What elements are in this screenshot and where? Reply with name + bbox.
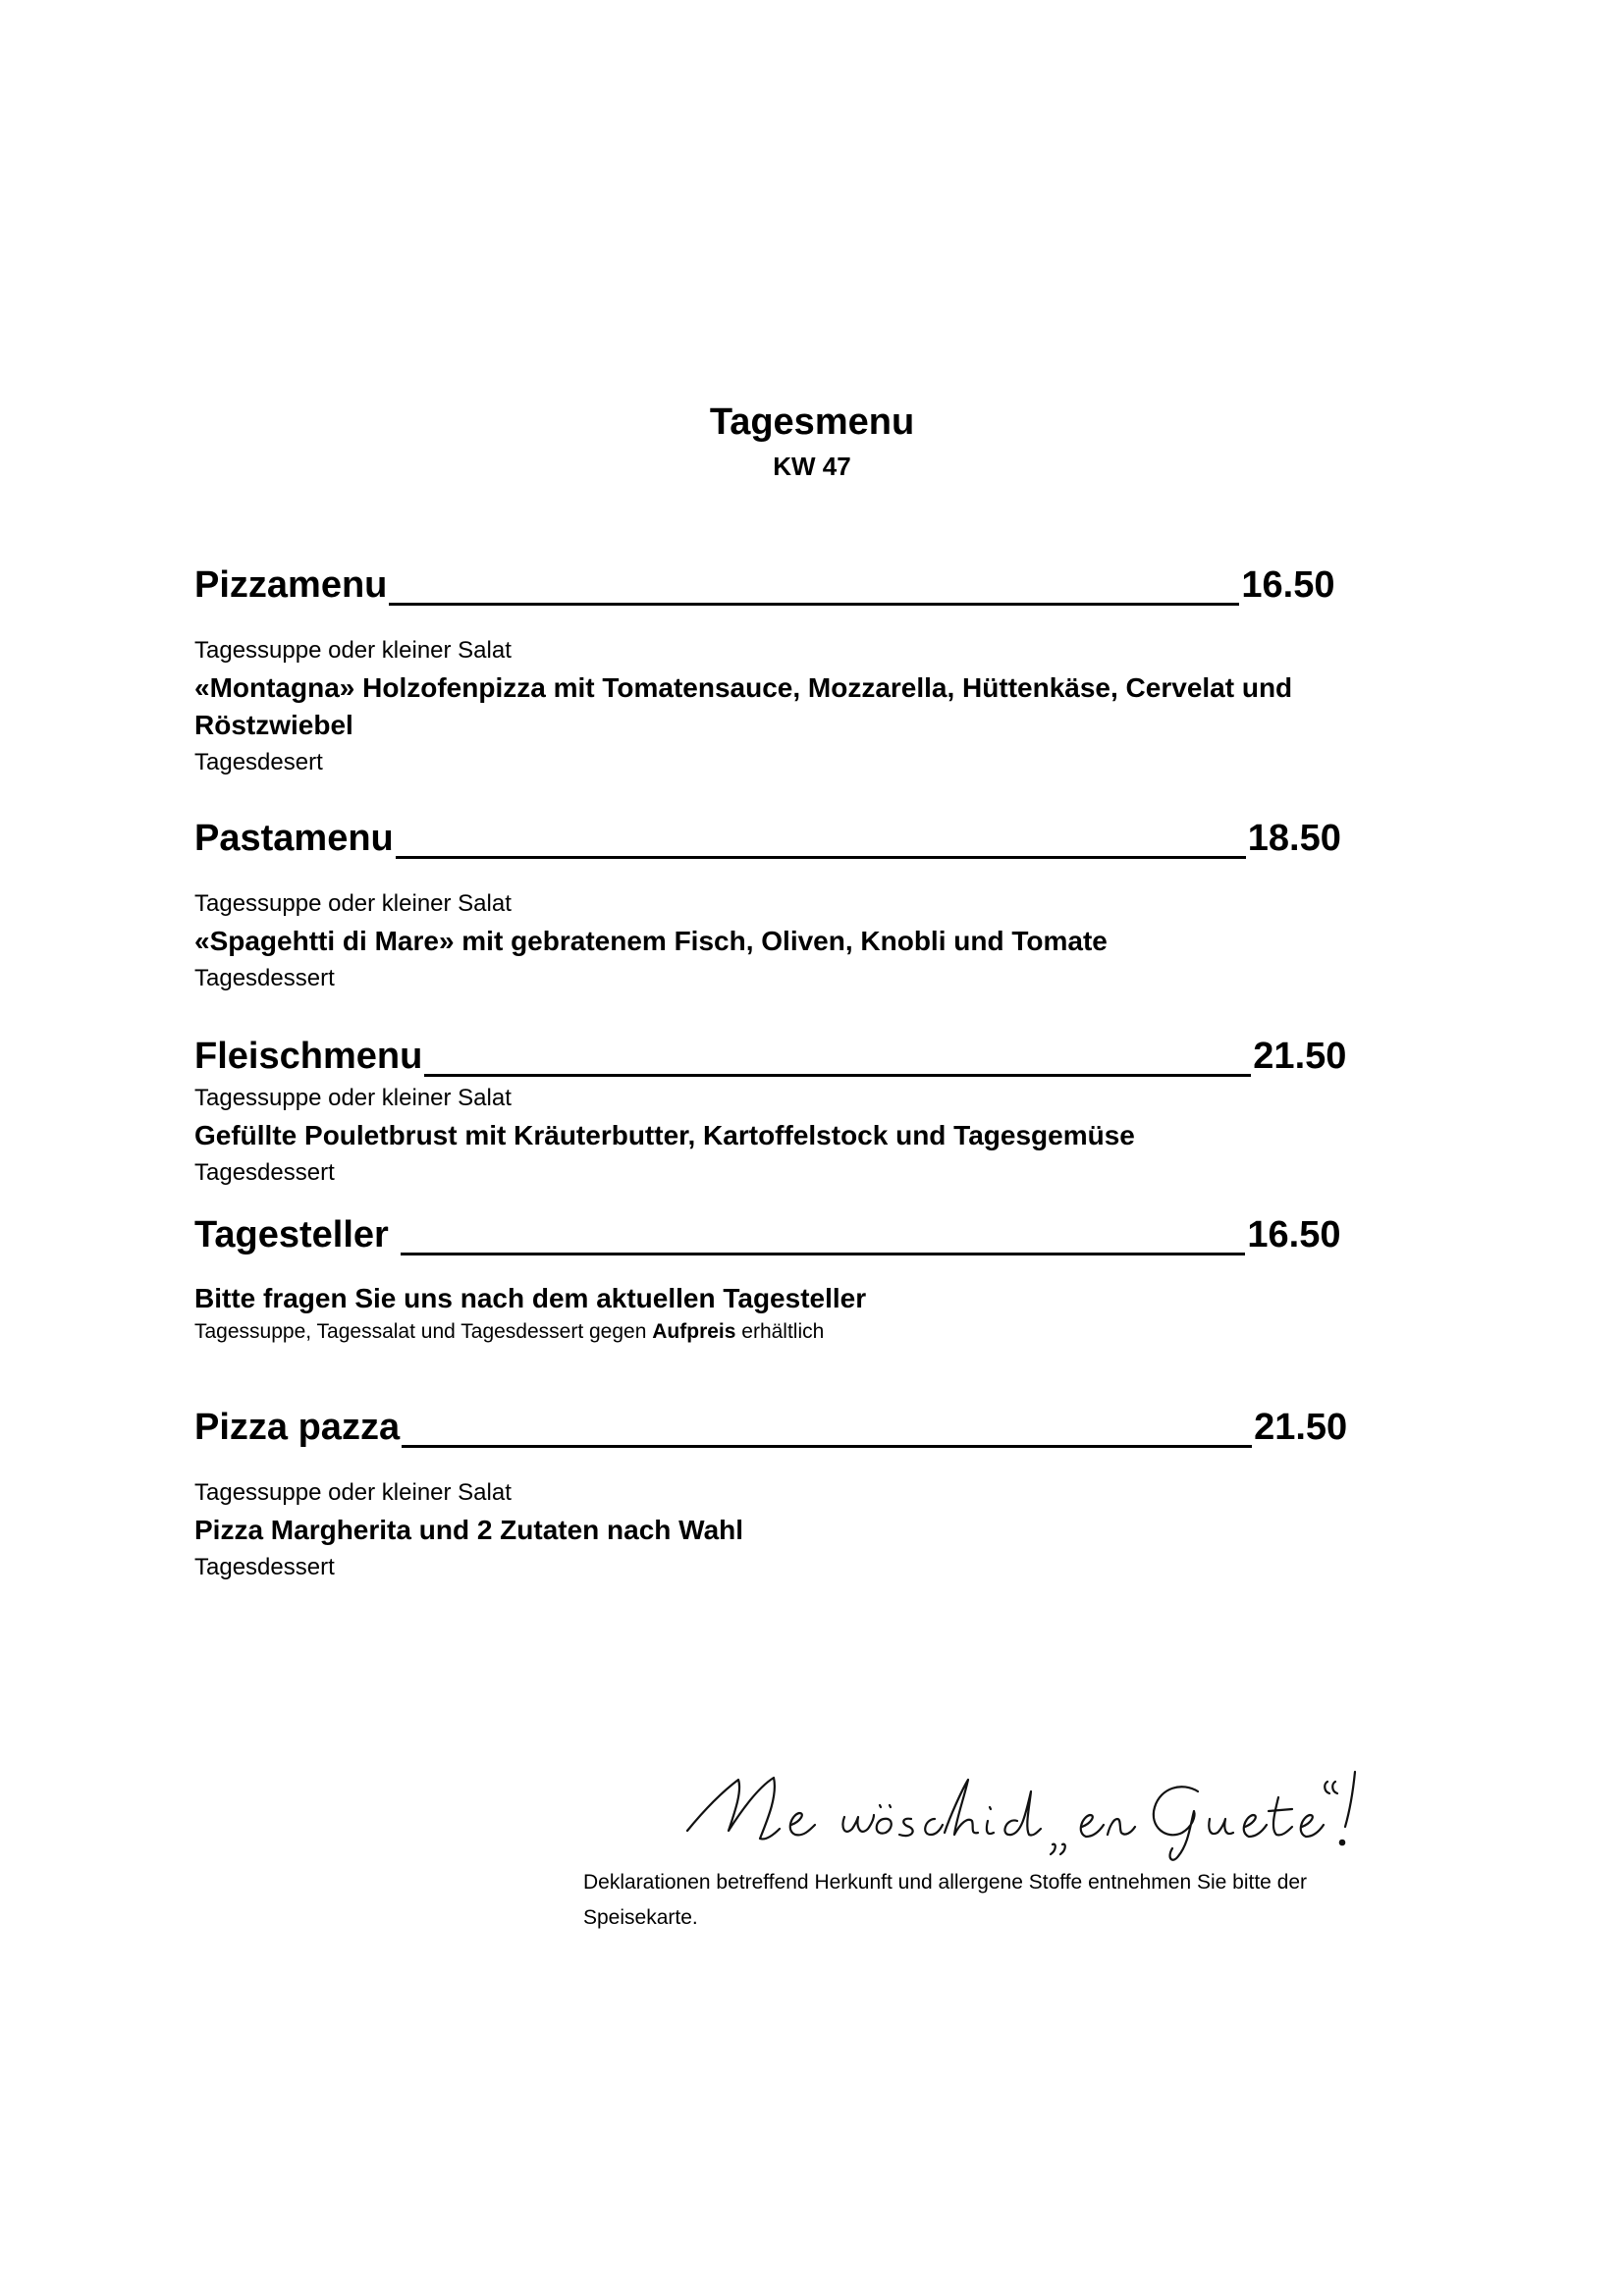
menu-dessert: Tagesdessert [194,1159,335,1186]
menu-price: 21.50 [1253,1036,1347,1077]
menu-price: 18.50 [1247,818,1341,859]
leader-line [402,1410,1252,1448]
menu-section-tagesteller [194,1211,1373,1347]
page-header [0,397,1624,483]
menu-main-dish: «Spagehtti di Mare» mit gebratenem Fisch, Oliven, Knobli und Tomate [194,926,1108,956]
note-emphasis: Aufpreis [652,1320,736,1343]
menu-section-pastamenu [194,815,1373,997]
page-title: Tagesmenu [709,401,915,443]
menu-name: Pastamenu [194,818,394,859]
footer-note-line: Deklarationen betreffend Herkunft und allergene Stoffe entnehmen Sie bitte der [583,1871,1308,1894]
menu-heading [194,1211,1373,1258]
menu-main-dish: Pizza Margherita und 2 Zutaten nach Wahl [194,1515,744,1545]
menu-heading [194,561,1373,609]
signature [677,1762,1365,1875]
menu-price: 21.50 [1254,1407,1348,1448]
menu-name: Pizza pazza [194,1407,401,1448]
menu-section-fleischmenu [194,1033,1373,1192]
menu-dessert: Tagesdessert [194,965,335,991]
menu-price: 16.50 [1247,1214,1341,1255]
menu-main-dish: Bitte fragen Sie uns nach dem aktuellen Tagesteller [194,1283,867,1313]
leader-line [389,567,1239,606]
menu-name: Fleischmenu [194,1036,423,1077]
leader-line [424,1039,1251,1077]
leader-line [396,821,1246,859]
menu-name: Pizzamenu [194,564,388,606]
menu-section-pizzamenu [194,561,1373,781]
footer-note-line: Speisekarte. [583,1906,698,1929]
menu-name: Tagesteller [194,1214,400,1255]
menu-heading [194,1404,1373,1451]
menu-main-dish: «Montagna» Holzofenpizza mit Tomatensauce, Mozzarella, Hüttenkäse, Cervelat und [194,672,1293,703]
menu-starter: Tagessuppe oder kleiner Salat [194,1479,512,1506]
menu-heading [194,1033,1373,1080]
menu-main-dish-continued: Röstzwiebel [194,710,353,740]
menu-section-pizza-pazza [194,1404,1373,1586]
menu-dessert: Tagesdesert [194,749,323,775]
menu-extras-note [194,1317,1373,1347]
menu-starter: Tagessuppe oder kleiner Salat [194,637,512,664]
leader-line [401,1217,1245,1255]
note-text-end: erhältlich [735,1320,825,1343]
menu-starter: Tagessuppe oder kleiner Salat [194,1085,512,1111]
note-text: Tagessuppe, Tagessalat und Tagesdessert gegen [194,1320,653,1343]
footer-note [583,1865,1418,1936]
signature-script [677,1762,1365,1870]
menu-starter: Tagessuppe oder kleiner Salat [194,890,512,917]
menu-heading [194,815,1373,862]
menu-dessert: Tagesdessert [194,1554,335,1580]
menu-price: 16.50 [1241,564,1335,606]
page-subtitle: KW 47 [773,452,851,481]
menu-main-dish: Gefüllte Pouletbrust mit Kräuterbutter, Kartoffelstock und Tagesgemüse [194,1120,1135,1150]
